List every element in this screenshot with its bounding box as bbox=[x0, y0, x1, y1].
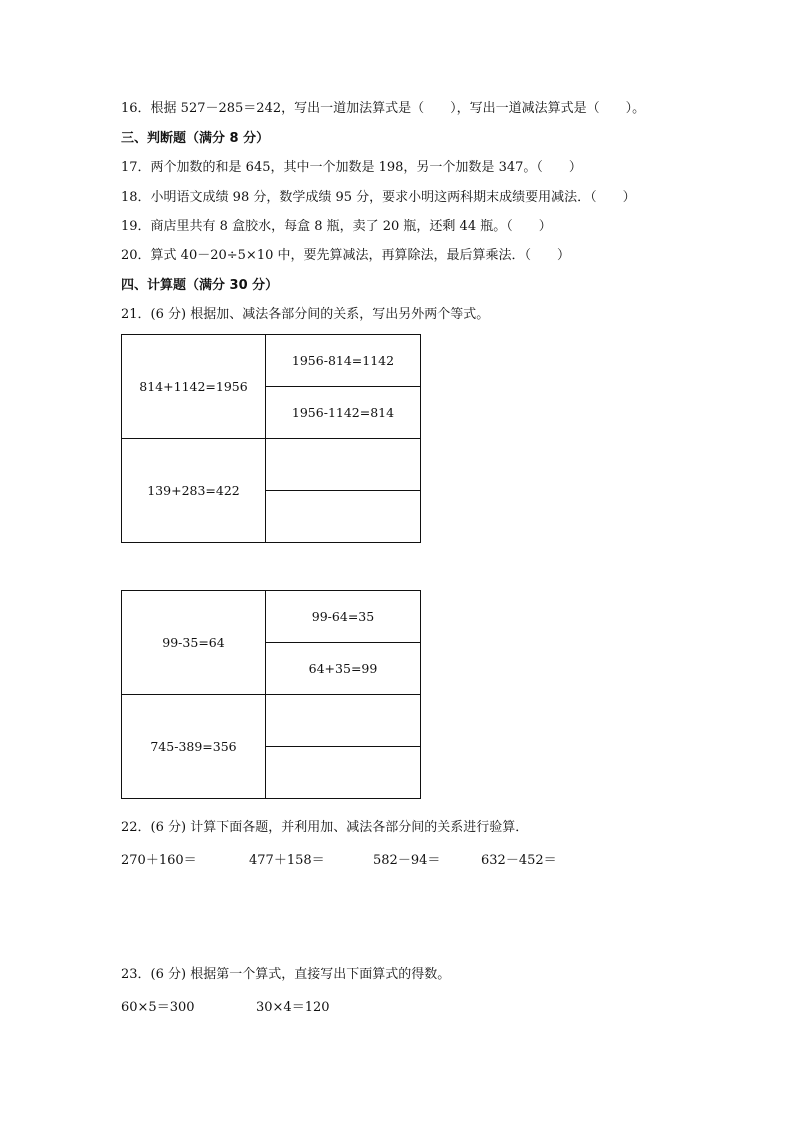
answer-cell[interactable]: 99-64=35 bbox=[266, 591, 421, 643]
given-product: 30×4＝120 bbox=[256, 1000, 330, 1015]
question-22: 22．(6 分) 计算下面各题，并利用加、减法各部分间的关系进行验算． bbox=[121, 820, 529, 835]
given-equation: 139+283=422 bbox=[122, 439, 266, 543]
calc-expression: 270＋160＝ bbox=[121, 853, 197, 868]
question-19: 19．商店里共有 8 盒胶水，每盒 8 瓶，卖了 20 瓶，还剩 44 瓶。（ ） bbox=[121, 219, 552, 234]
relation-table-1 bbox=[121, 334, 421, 543]
question-16: 16．根据 527－285＝242，写出一道加法算式是（ ），写出一道减法算式是（ ）。 bbox=[121, 101, 646, 116]
given-equation: 745-389=356 bbox=[122, 695, 266, 799]
given-product: 60×5＝300 bbox=[121, 1000, 195, 1015]
question-21: 21．(6 分) 根据加、减法各部分间的关系，写出另外两个等式。 bbox=[121, 307, 490, 322]
section-4-title: 四、计算题（满分 30 分） bbox=[121, 278, 279, 293]
answer-cell[interactable]: 64+35=99 bbox=[266, 643, 421, 695]
question-23: 23．(6 分) 根据第一个算式，直接写出下面算式的得数。 bbox=[121, 967, 451, 982]
answer-cell[interactable]: 1956-1142=814 bbox=[266, 387, 421, 439]
answer-cell[interactable] bbox=[266, 695, 421, 747]
given-equation: 814+1142=1956 bbox=[122, 335, 266, 439]
answer-cell[interactable] bbox=[266, 491, 421, 543]
section-3-title: 三、判断题（满分 8 分） bbox=[121, 131, 270, 146]
question-17: 17．两个加数的和是 645，其中一个加数是 198，另一个加数是 347。（ ） bbox=[121, 160, 582, 175]
question-18: 18．小明语文成绩 98 分，数学成绩 95 分，要求小明这两科期末成绩要用减法．（ ） bbox=[121, 190, 636, 205]
question-20: 20．算式 40－20÷5×10 中，要先算减法，再算除法，最后算乘法．（ ） bbox=[121, 248, 570, 263]
calc-expression: 632－452＝ bbox=[481, 853, 557, 868]
answer-cell[interactable] bbox=[266, 747, 421, 799]
given-equation: 99-35=64 bbox=[122, 591, 266, 695]
answer-cell[interactable]: 1956-814=1142 bbox=[266, 335, 421, 387]
answer-cell[interactable] bbox=[266, 439, 421, 491]
calc-expression: 582－94＝ bbox=[373, 853, 441, 868]
relation-table-2 bbox=[121, 590, 421, 799]
calc-expression: 477＋158＝ bbox=[249, 853, 325, 868]
